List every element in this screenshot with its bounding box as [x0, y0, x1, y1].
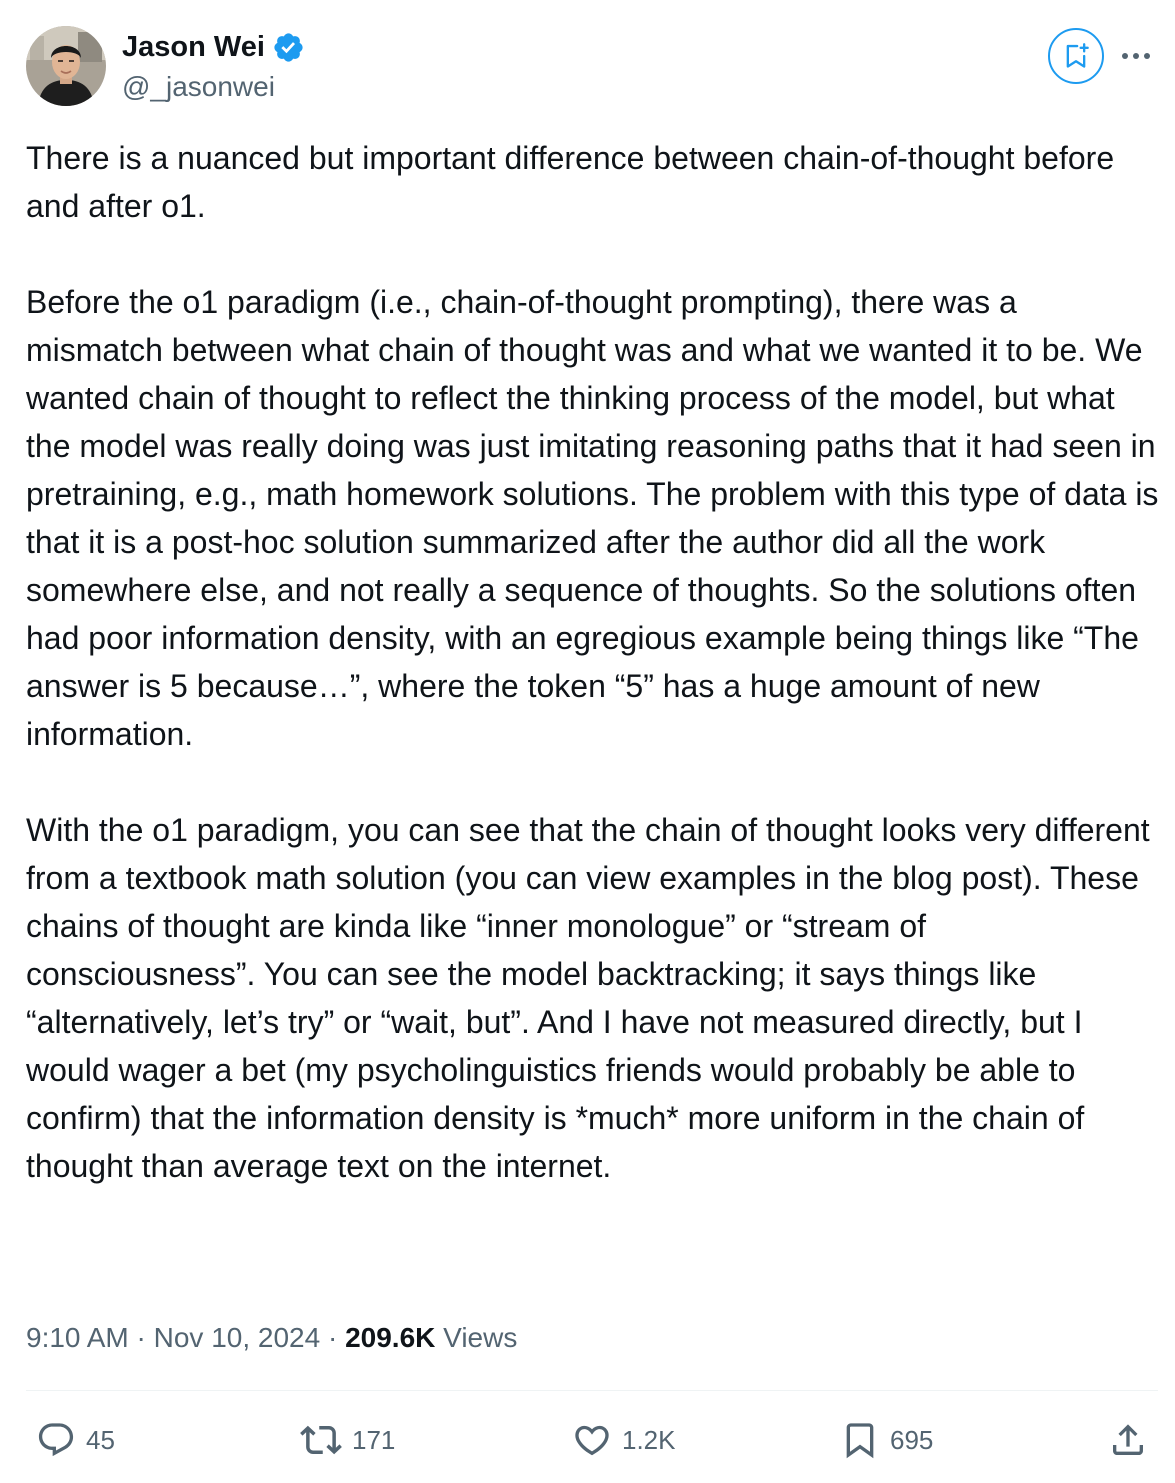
more-options-button[interactable]: [1116, 36, 1156, 76]
tweet-paragraph: With the o1 paradigm, you can see that the chain of thought looks very different from a textbook math solution (you can view examples in the blog post). These chains of thought are kinda like “inner monologue” or “stream of consciousness”. You can see the model backtracking; it says things like “alternatively, let’s try” or “wait, but”. And I have not measured directly, but I would wager a bet (my psycholinguistics friends would probably be able to confirm) that the information density is *much* more uniform in the chain of thought than average text on the internet.: [26, 812, 1150, 1184]
reply-icon: [36, 1420, 76, 1460]
bookmark-button[interactable]: [840, 1412, 933, 1468]
grok-bookmark-icon: [1062, 42, 1090, 70]
tweet-paragraph: Before the o1 paradigm (i.e., chain-of-thought prompting), there was a mismatch between what chain of thought was and what we wanted it to be. We wanted chain of thought to reflect the thinking process of the model, but what the model was really doing was just imitating reasoning paths that it had seen in pretraining, e.g., math homework solutions. The problem with this type of data is that it is a post-hoc solution summarized after the author did all the work somewhere else, and not really a sequence of thoughts. So the solutions often had poor information density, with an egregious example being things like “The answer is 5 because…”, where the token “5” has a huge amount of new information.: [26, 284, 1159, 752]
more-options-icon: [1120, 51, 1152, 61]
author-info: [122, 30, 305, 104]
verified-badge-icon[interactable]: [272, 31, 305, 64]
repost-count: 171: [352, 1424, 396, 1455]
repost-icon: [300, 1419, 342, 1461]
reply-count: 45: [86, 1424, 115, 1455]
action-bar: [0, 1412, 1175, 1468]
tweet-header: [26, 26, 1156, 108]
views-label: Views: [435, 1322, 518, 1353]
bookmark-count: 695: [890, 1424, 934, 1455]
tweet-meta: [26, 1318, 517, 1358]
reply-button[interactable]: [36, 1412, 115, 1468]
meta-separator: ·: [320, 1322, 346, 1353]
like-button[interactable]: [572, 1412, 676, 1468]
repost-button[interactable]: [300, 1412, 395, 1468]
bookmark-icon: [840, 1420, 880, 1460]
tweet-text: [26, 134, 1161, 1190]
tweet-paragraph: There is a nuanced but important difference between chain-of-thought before and after o1.: [26, 140, 1115, 224]
user-avatar: [26, 26, 106, 106]
author-handle[interactable]: @_jasonwei: [122, 71, 275, 102]
grok-button[interactable]: [1048, 28, 1104, 84]
divider: [26, 1390, 1158, 1391]
avatar[interactable]: [26, 26, 106, 106]
views-count[interactable]: 209.6K: [345, 1322, 436, 1353]
share-button[interactable]: [1108, 1412, 1148, 1468]
tweet-date[interactable]: Nov 10, 2024: [153, 1322, 321, 1353]
author-name[interactable]: Jason Wei: [122, 31, 265, 63]
tweet-time[interactable]: 9:10 AM: [26, 1322, 129, 1353]
like-count: 1.2K: [622, 1424, 676, 1455]
share-icon: [1108, 1420, 1148, 1460]
heart-icon: [572, 1420, 612, 1460]
meta-separator: ·: [128, 1322, 154, 1353]
